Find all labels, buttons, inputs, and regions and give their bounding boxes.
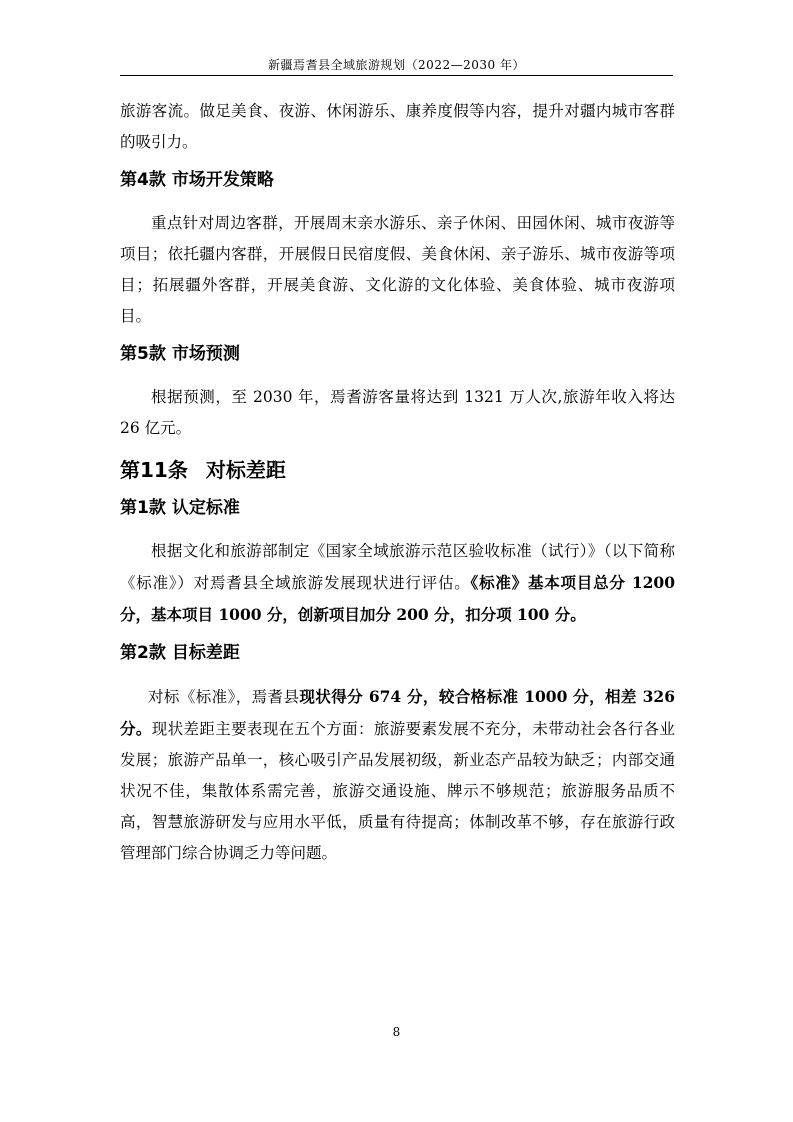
section-heading-2	[120, 641, 675, 665]
intro-paragraph: 旅游客流。做足美食、夜游、休闲游乐、康养度假等内容，提升对疆内城市客群的吸引力。	[120, 102, 675, 151]
article-title: 对标差距	[205, 458, 286, 482]
paragraph-text: 根据文化和旅游部制定《国家全域旅游示范区验收标准（试行）》（以下简称《标准》）对焉耆县全域旅游发展现状进行评估。	[120, 542, 675, 592]
section-4-paragraph: 重点针对周边客群，开展周末亲水游乐、亲子休闲、田园休闲、城市夜游等项目；依托疆内客群，开展假日民宿度假、美食休闲、亲子游乐、城市夜游等项目；拓展疆外客群，开展美食游、文化游的文化体验、美食体验、城市夜游项目。	[120, 214, 675, 325]
running-header: 新疆焉耆县全域旅游规划（2022—2030 年）	[268, 58, 525, 72]
paragraph-rest-text: 现状差距主要表现在五个方面：旅游要素发展不充分，未带动社会各行各业发展；旅游产品单一，核心吸引产品发展初级，新业态产品较为缺乏；内部交通状况不佳，集散体系需完善，旅游交通设施、牌示不够规范；旅游服务品质不高，智慧旅游研发与应用水平低，质量有待提高；体制改革不够，存在旅游行政管理部门综合协调乏力等问题。	[120, 720, 675, 862]
article-heading-11	[120, 456, 675, 484]
section-title: 目标差距	[171, 643, 240, 663]
section-title: 市场预测	[171, 344, 240, 364]
header-rule	[120, 75, 673, 76]
section-number: 第4款	[120, 170, 166, 190]
paragraph-bold-text: 现状得分 674 分，较合格标准 1000 分，相差 326 分。	[120, 687, 675, 738]
section-number: 第5款	[120, 344, 166, 364]
section-heading-1	[120, 496, 675, 520]
section-number: 第2款	[120, 643, 166, 663]
paragraph-bold-text: 《标准》基本项目总分 1200 分，基本项目 1000 分，创新项目加分 200 分，扣分项 100 分。	[120, 573, 675, 624]
document-body	[120, 96, 675, 869]
paragraph-lead-text: 对标《标准》，焉耆县	[148, 688, 300, 706]
section-title: 市场开发策略	[171, 170, 274, 190]
section-number: 第1款	[120, 498, 166, 518]
section-heading-5	[120, 342, 675, 366]
section-5-paragraph: 根据预测，至 2030 年，焉耆游客量将达到 1321 万人次,旅游年收入将达 26 亿元。	[120, 388, 675, 437]
section-heading-4	[120, 168, 675, 192]
article-number: 第11条	[120, 458, 188, 482]
section-title: 认定标准	[171, 498, 240, 518]
page-number: 8	[392, 1025, 401, 1039]
section-1-paragraph	[120, 536, 675, 631]
section-2-paragraph	[120, 681, 675, 869]
